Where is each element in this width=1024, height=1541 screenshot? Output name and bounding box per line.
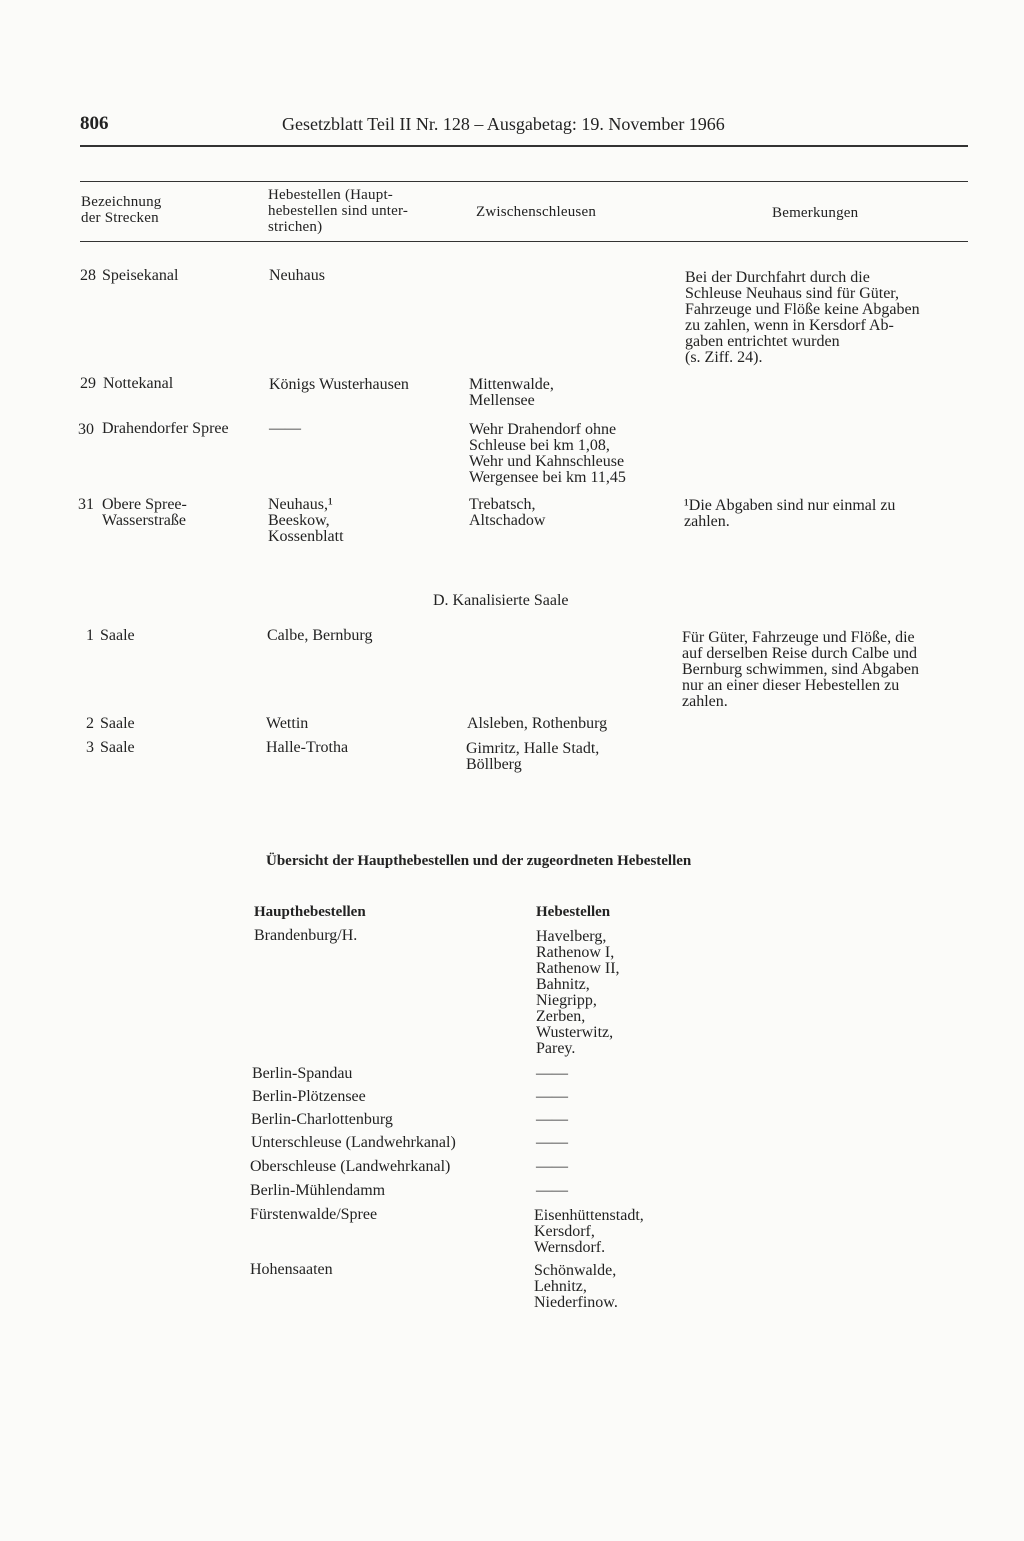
overview-main: Fürstenwalde/Spree bbox=[250, 1206, 378, 1223]
overview-main: Unterschleuse (Landwehrkanal) bbox=[251, 1134, 456, 1151]
col-header-hebestellen: Hebestellen (Haupt- hebestellen sind unter- strichen) bbox=[268, 187, 409, 235]
header-rule bbox=[80, 145, 968, 147]
page-number: 806 bbox=[80, 113, 109, 134]
overview-main: Berlin-Spandau bbox=[252, 1065, 353, 1082]
row-number: 29 bbox=[80, 375, 96, 392]
row-zwischen: Gimritz, Halle Stadt, Böllberg bbox=[466, 740, 600, 773]
overview-sub: —— bbox=[536, 1158, 568, 1175]
row-hebestellen: Neuhaus,¹ Beeskow, Kossenblatt bbox=[268, 496, 344, 545]
row-number: 1 bbox=[86, 627, 94, 644]
overview-main: Brandenburg/H. bbox=[254, 927, 358, 944]
row-hebestellen: Königs Wusterhausen bbox=[269, 376, 409, 393]
overview-sub: Havelberg, Rathenow I, Rathenow II, Bahnitz, Niegripp, Zerben, Wusterwitz, Parey. bbox=[536, 928, 620, 1057]
row-zwischen: Alsleben, Rothenburg bbox=[467, 715, 608, 732]
row-number: 31 bbox=[78, 496, 94, 513]
overview-sub: —— bbox=[536, 1088, 568, 1105]
overview-main: Hohensaaten bbox=[250, 1261, 333, 1278]
row-zwischen: Mittenwalde, Mellensee bbox=[469, 376, 554, 409]
overview-sub: —— bbox=[536, 1065, 568, 1082]
row-strecke: Saale bbox=[100, 715, 135, 732]
row-strecke: Obere Spree- Wasserstraße bbox=[102, 496, 187, 529]
overview-main: Berlin-Plötzensee bbox=[252, 1088, 366, 1105]
col-header-strecken: Bezeichnung der Strecken bbox=[81, 194, 162, 226]
row-number: 3 bbox=[86, 739, 94, 756]
row-number: 2 bbox=[86, 715, 94, 732]
row-strecke: Nottekanal bbox=[103, 375, 174, 392]
col-header-zwischenschleusen: Zwischenschleusen bbox=[476, 204, 597, 220]
row-bemerkung: Für Güter, Fahrzeuge und Flöße, die auf derselben Reise durch Calbe und Bernburg schwimmen, sind Abgaben nur an einer dieser Hebestellen zu zahlen. bbox=[682, 629, 920, 710]
row-number: 28 bbox=[80, 267, 96, 284]
overview-sub: Eisenhüttenstadt, Kersdorf, Wernsdorf. bbox=[534, 1207, 644, 1256]
overview-main: Oberschleuse (Landwehrkanal) bbox=[250, 1158, 451, 1175]
row-hebestellen: —— bbox=[269, 420, 301, 437]
overview-sub: —— bbox=[536, 1111, 568, 1128]
overview-title: Übersicht der Haupthebestellen und der zugeordneten Hebestellen bbox=[266, 853, 692, 869]
section-heading: D. Kanalisierte Saale bbox=[433, 592, 569, 609]
overview-col-main: Haupthebestellen bbox=[254, 904, 366, 920]
row-strecke: Saale bbox=[100, 739, 135, 756]
overview-sub: —— bbox=[536, 1182, 568, 1199]
row-hebestellen: Calbe, Bernburg bbox=[267, 627, 373, 644]
overview-sub: —— bbox=[536, 1134, 568, 1151]
overview-col-sub: Hebestellen bbox=[536, 904, 611, 920]
row-hebestellen: Wettin bbox=[266, 715, 309, 732]
row-hebestellen: Neuhaus bbox=[269, 267, 325, 284]
page-title: Gesetzblatt Teil II Nr. 128 – Ausgabetag: 19. November 1966 bbox=[282, 114, 725, 134]
row-zwischen: Wehr Drahendorf ohne Schleuse bei km 1,08, Wehr und Kahnschleuse Wergensee bei km 11,45 bbox=[469, 421, 626, 486]
col-header-bemerkungen: Bemerkungen bbox=[772, 205, 859, 221]
row-number: 30 bbox=[78, 421, 94, 438]
overview-sub: Schönwalde, Lehnitz, Niederfinow. bbox=[534, 1262, 618, 1311]
table-header-rule bbox=[80, 241, 968, 242]
row-hebestellen: Halle-Trotha bbox=[266, 739, 349, 756]
overview-main: Berlin-Charlottenburg bbox=[251, 1111, 393, 1128]
row-zwischen: Trebatsch, Altschadow bbox=[469, 496, 546, 529]
row-strecke: Speisekanal bbox=[102, 267, 179, 284]
row-bemerkung: ¹Die Abgaben sind nur einmal zu zahlen. bbox=[684, 497, 896, 530]
table-top-rule bbox=[80, 181, 968, 182]
row-strecke: Drahendorfer Spree bbox=[102, 420, 229, 437]
row-bemerkung: Bei der Durchfahrt durch die Schleuse Neuhaus sind für Güter, Fahrzeuge und Flöße keine Abgaben zu zahlen, wenn in Kersdorf Ab- gaben entrichtet wurden (s. Ziff. 24). bbox=[685, 269, 920, 366]
overview-main: Berlin-Mühlendamm bbox=[250, 1182, 386, 1199]
row-strecke: Saale bbox=[100, 627, 135, 644]
